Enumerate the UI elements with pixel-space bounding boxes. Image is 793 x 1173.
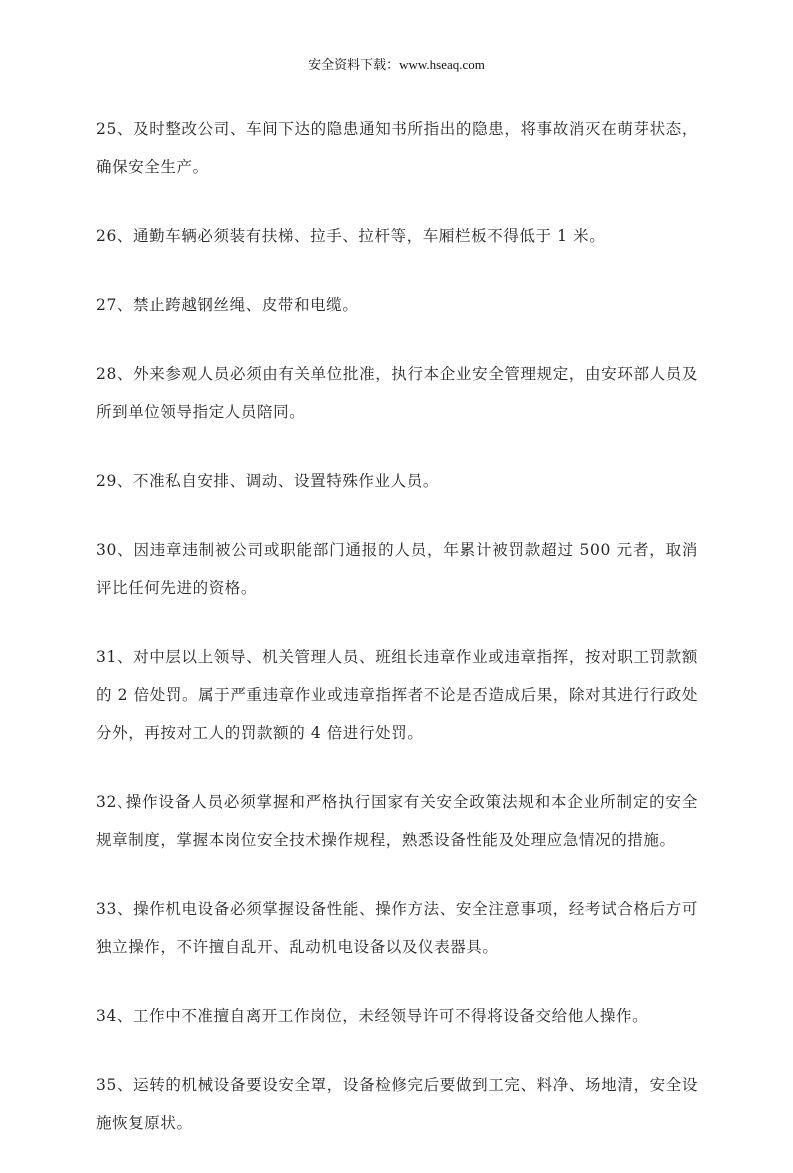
header-label: 安全资料下载： [308, 58, 400, 73]
paragraph-27: 27、禁止跨越钢丝绳、皮带和电缆。 [96, 296, 359, 314]
paragraph-35: 35、运转的机械设备要设安全罩，设备检修完后要做到工完、料净、场地清，安全设施恢复原状。 [96, 1076, 698, 1132]
paragraph-34: 34、工作中不准擅自离开工作岗位，未经领导许可不得将设备交给他人操作。 [96, 1007, 649, 1025]
paragraph-32: 32､操作设备人员必须掌握和严格执行国家有关安全政策法规和本企业所制定的安全规章制度，掌握本岗位安全技术操作规程，熟悉设备性能及处理应急情况的措施。 [96, 793, 698, 849]
paragraph-28: 28、外来参观人员必须由有关单位批准，执行本企业安全管理规定，由安环部人员及所到单位领导指定人员陪同。 [96, 365, 698, 421]
paragraph-31: 31、对中层以上领导、机关管理人员、班组长违章作业或违章指挥，按对职工罚款额的 2 倍处罚。属于严重违章作业或违章指挥者不论是否造成后果，除对其进行行政处分外，再按对工人的罚款额的 4 倍进行处罚。 [96, 648, 698, 742]
paragraph-29: 29、不准私自安排、调动、设置特殊作业人员。 [96, 472, 439, 490]
paragraph-26: 26、通勤车辆必须装有扶梯、拉手、拉杆等，车厢栏板不得低于 1 米。 [96, 227, 606, 245]
page-header [0, 57, 793, 74]
paragraph-25: 25、及时整改公司、车间下达的隐患通知书所指出的隐患，将事故消灭在萌芽状态，确保安全生产。 [96, 120, 698, 176]
header-site-link[interactable]: www.hseaq.com [399, 57, 485, 72]
document-body [96, 110, 698, 1173]
paragraph-33: 33、操作机电设备必须掌握设备性能、操作方法、安全注意事项，经考试合格后方可独立操作，不许擅自乱开、乱动机电设备以及仪表器具。 [96, 900, 698, 956]
paragraph-30: 30、因违章违制被公司或职能部门通报的人员，年累计被罚款超过 500 元者，取消评比任何先进的资格。 [96, 541, 698, 597]
